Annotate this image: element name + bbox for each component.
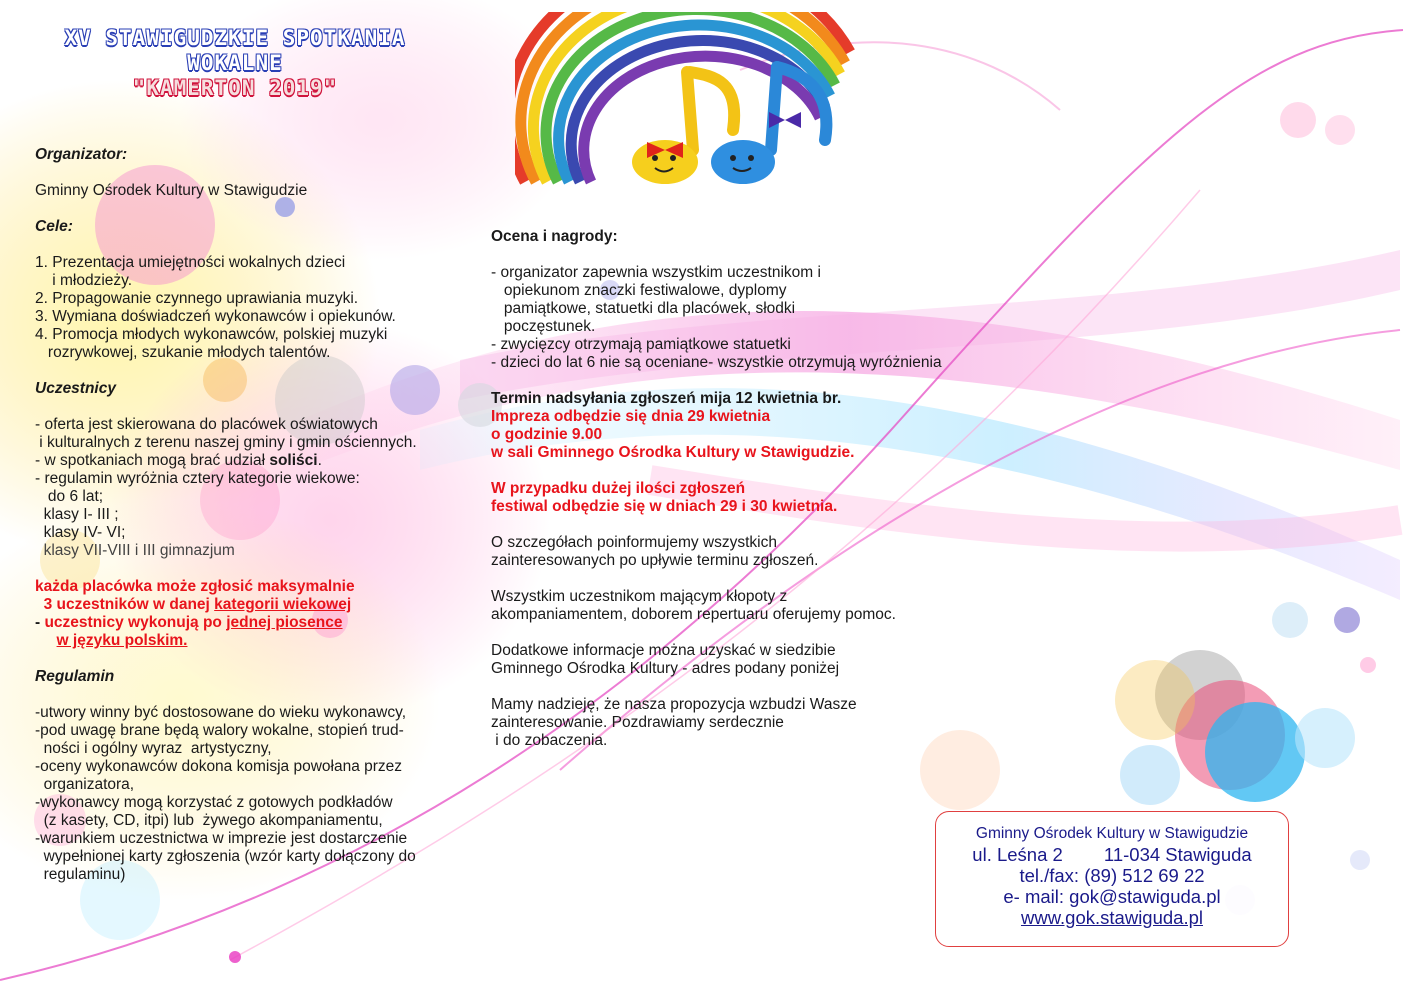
age-category: klasy IV- VI; bbox=[35, 524, 126, 541]
awards-item: opiekunom znaczki festiwalowe, dyplomy bbox=[491, 282, 787, 299]
rules-item: wypełnionej karty zgłoszenia (wzór karty dołączony do bbox=[35, 848, 416, 865]
participants-heading: Uczestnicy bbox=[35, 380, 116, 397]
goals-heading: Cele: bbox=[35, 218, 73, 235]
limit-notice-underlined: kategorii wiekowej bbox=[214, 596, 352, 613]
goals-item: 3. Wymiana doświadczeń wykonawców i opiekunów. bbox=[35, 308, 396, 325]
rules-heading: Regulamin bbox=[35, 668, 115, 685]
rules-item: regulaminu) bbox=[35, 866, 126, 883]
goals-item: i młodzieży. bbox=[35, 272, 133, 289]
song-notice-dash: - bbox=[35, 614, 45, 631]
info-line: zainteresowanie. Pozdrawiamy serdecznie bbox=[491, 714, 784, 731]
rules-item: -utwory winny być dostosowane do wieku wykonawcy, bbox=[35, 704, 407, 721]
rules-item: -pod uwagę brane będą walory wokalne, stopień trud- bbox=[35, 722, 404, 739]
participants-line bbox=[35, 452, 485, 470]
rules-item: -wykonawcy mogą korzystać z gotowych podkładów bbox=[35, 794, 393, 811]
info-line: Wszystkim uczestnikom mającym kłopoty z bbox=[491, 588, 788, 605]
awards-heading: Ocena i nagrody: bbox=[491, 228, 618, 245]
goals-item: 1. Prezentacja umiejętności wokalnych dzieci bbox=[35, 254, 346, 271]
info-line: Gminnego Ośrodka Kultury - adres podany poniżej bbox=[491, 660, 840, 677]
limit-notice-prefix: 3 uczestników w danej bbox=[35, 596, 215, 613]
participants-soloists-suffix: . bbox=[317, 452, 322, 469]
awards-item: - zwycięzcy otrzymają pamiątkowe statuetki bbox=[491, 336, 791, 353]
contact-name: Gminny Ośrodek Kultury w Stawigudzie bbox=[975, 825, 1249, 842]
limit-notice-line bbox=[35, 596, 485, 614]
rules-item: -oceny wykonawców dokona komisja powołana przez bbox=[35, 758, 403, 775]
event-date-line: Impreza odbędzie się dnia 29 kwietnia bbox=[491, 408, 771, 425]
event-time-line: o godzinie 9.00 bbox=[491, 426, 603, 443]
info-line: akompaniamentem, doborem repertuaru oferujemy pomoc. bbox=[491, 606, 896, 623]
limit-notice-line: każda placówka może zgłosić maksymalnie bbox=[35, 578, 355, 595]
awards-item: - dzieci do lat 6 nie są oceniane- wszystkie otrzymują wyróżnienia bbox=[491, 354, 942, 371]
rules-item: -warunkiem uczestnictwa w imprezie jest dostarczenie bbox=[35, 830, 408, 847]
title-line-3: "KAMERTON 2019" bbox=[132, 76, 338, 100]
song-notice-text: uczestnicy wykonują po bbox=[44, 614, 227, 631]
info-line: zainteresowanych po upływie terminu zgłoszeń. bbox=[491, 552, 819, 569]
awards-item: poczęstunek. bbox=[491, 318, 596, 335]
contact-box bbox=[935, 811, 1289, 947]
song-notice-line bbox=[35, 632, 485, 650]
goals-item: 4. Promocja młodych wykonawców, polskiej muzyki bbox=[35, 326, 388, 343]
age-category: klasy I- III ; bbox=[35, 506, 119, 523]
song-language-underlined: w języku polskim. bbox=[56, 632, 188, 649]
extended-dates-line: W przypadku dużej ilości zgłoszeń bbox=[491, 480, 746, 497]
participants-line: i kulturalnych z terenu naszej gminy i gmin ościennych. bbox=[35, 434, 417, 451]
participants-line: - oferta jest skierowana do placówek oświatowych bbox=[35, 416, 378, 433]
left-column bbox=[35, 146, 485, 884]
title-line-2: WOKALNE bbox=[187, 51, 283, 75]
info-line: Dodatkowe informacje można uzyskać w siedzibie bbox=[491, 642, 836, 659]
rules-item: organizatora, bbox=[35, 776, 135, 793]
title-line-1: XV STAWIGUDZKIE SPOTKANIA bbox=[64, 26, 406, 50]
participants-line: - regulamin wyróżnia cztery kategorie wiekowe: bbox=[35, 470, 360, 487]
info-line: O szczegółach poinformujemy wszystkich bbox=[491, 534, 777, 551]
contact-address: ul. Leśna 2 11-034 Stawiguda bbox=[972, 844, 1252, 865]
goals-item: rozrywkowej, szukanie młodych talentów. bbox=[35, 344, 331, 361]
goals-item: 2. Propagowanie czynnego uprawiania muzyki. bbox=[35, 290, 359, 307]
participants-soloists-prefix: - w spotkaniach mogą brać udział bbox=[35, 452, 270, 469]
rainbow-notes-logo bbox=[515, 12, 855, 192]
song-notice-line bbox=[35, 614, 485, 632]
extended-dates-line: festiwal odbędzie się w dniach 29 i 30 kwietnia. bbox=[491, 498, 838, 515]
age-category: klasy VII-VIII i III gimnazjum bbox=[35, 542, 235, 559]
song-notice-underlined: jednej piosence bbox=[226, 614, 343, 631]
participants-soloists-bold: soliści bbox=[269, 452, 318, 469]
website-link[interactable]: www.gok.stawiguda.pl bbox=[1020, 907, 1203, 928]
event-venue-line: w sali Gminnego Ośrodka Kultury w Stawigudzie. bbox=[491, 444, 855, 461]
rules-item: ności i ogólny wyraz artystyczny, bbox=[35, 740, 272, 757]
info-line: Mamy nadzieję, że nasza propozycja wzbudzi Wasze bbox=[491, 696, 857, 713]
organizer-text: Gminny Ośrodek Kultury w Stawigudzie bbox=[35, 182, 308, 199]
middle-column bbox=[491, 228, 1021, 750]
awards-item: - organizator zapewnia wszystkim uczestnikom i bbox=[491, 264, 821, 281]
contact-email[interactable]: e- mail: gok@stawiguda.pl bbox=[1003, 886, 1221, 907]
deadline-text: Termin nadsyłania zgłoszeń mija 12 kwietnia br. bbox=[491, 390, 842, 407]
age-category: do 6 lat; bbox=[35, 488, 104, 505]
awards-item: pamiątkowe, statuetki dla placówek, słodki bbox=[491, 300, 796, 317]
rules-item: (z kasety, CD, itpi) lub żywego akompaniamentu, bbox=[35, 812, 383, 829]
info-line: i do zobaczenia. bbox=[491, 732, 608, 749]
organizer-heading: Organizator: bbox=[35, 146, 128, 163]
festival-title bbox=[20, 26, 450, 101]
contact-phone: tel./fax: (89) 512 69 22 bbox=[1019, 865, 1205, 886]
